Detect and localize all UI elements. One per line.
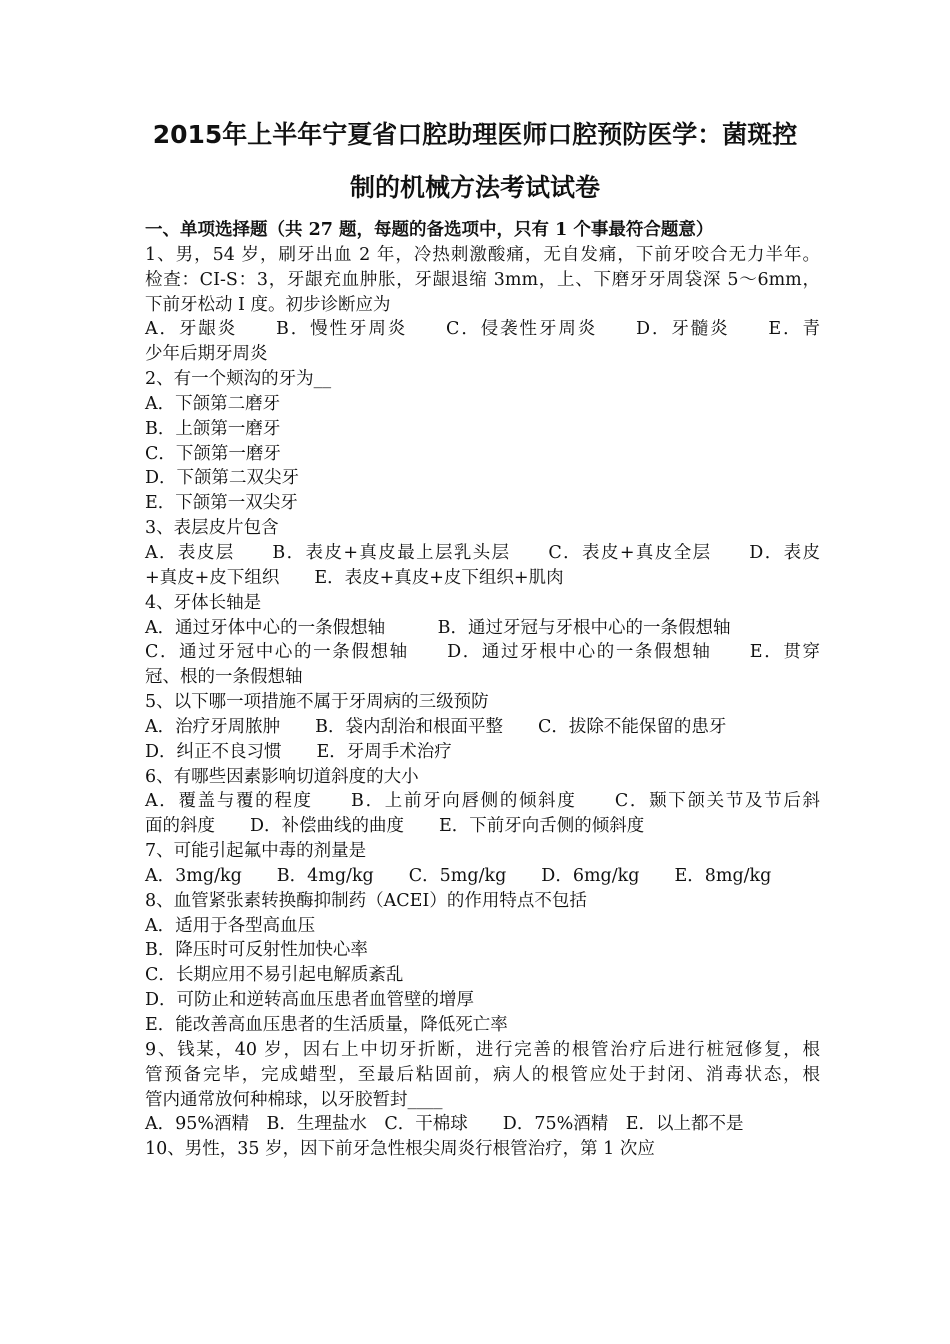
answer-option: C．下颌第一磨牙 xyxy=(145,443,281,464)
question-text: 管预备完毕，完成蜡型，至最后粘固前，病人的根管应处于封闭、消毒状态，根 xyxy=(145,1064,820,1085)
answer-options: 面的斜度 D．补偿曲线的曲度 E．下前牙向舌侧的倾斜度 xyxy=(145,816,645,837)
question-text: 管内通常放何种棉球，以牙胶暂封____ xyxy=(145,1089,443,1110)
answer-option: D．下颌第二双尖牙 xyxy=(145,468,300,489)
answer-options: A．通过牙体中心的一条假想轴 B．通过牙冠与牙根中心的一条假想轴 xyxy=(145,617,731,638)
answer-option: C．长期应用不易引起电解质紊乱 xyxy=(145,965,404,986)
answer-option: E．下颌第一双尖牙 xyxy=(145,493,298,514)
answer-options: A．牙龈炎 B．慢性牙周炎 C．侵袭性牙周炎 D．牙髓炎 E．青 xyxy=(145,319,820,340)
question-text: 1、男，54 岁，刷牙出血 2 年，冷热刺激酸痛，无自发痛，下前牙咬合无力半年。 xyxy=(145,244,820,265)
document-body xyxy=(145,218,820,1162)
document-title-line-2: 制的机械方法考试试卷 xyxy=(349,173,600,202)
answer-options: +真皮+皮下组织 E．表皮+真皮+皮下组织+肌肉 xyxy=(145,567,564,588)
question-text: 8、血管紧张素转换酶抑制药（ACEI）的作用特点不包括 xyxy=(145,890,587,911)
answer-options: C．通过牙冠中心的一条假想轴 D．通过牙根中心的一条假想轴 E．贯穿 xyxy=(145,642,820,663)
answer-options: A．表皮层 B．表皮+真皮最上层乳头层 C．表皮+真皮全层 D．表皮 xyxy=(145,542,820,563)
answer-option: A．下颌第二磨牙 xyxy=(145,393,281,414)
question-text: 2、有一个颊沟的牙为__ xyxy=(145,369,332,390)
answer-option: B．降压时可反射性加快心率 xyxy=(145,940,368,961)
answer-options: 冠、根的一条假想轴 xyxy=(145,667,303,688)
question-text: 7、可能引起氟中毒的剂量是 xyxy=(145,841,367,862)
question-text: 6、有哪些因素影响切道斜度的大小 xyxy=(145,766,419,787)
answer-options: A．95%酒精 B．生理盐水 C．干棉球 D．75%酒精 E．以上都不是 xyxy=(145,1114,744,1135)
answer-option: E．能改善高血压患者的生活质量，降低死亡率 xyxy=(145,1015,508,1035)
answer-option: B．上颌第一磨牙 xyxy=(145,418,281,439)
answer-options: A．治疗牙周脓肿 B．袋内刮治和根面平整 C．拔除不能保留的患牙 xyxy=(145,716,727,737)
answer-options: 少年后期牙周炎 xyxy=(145,344,268,365)
answer-options: A．3mg/kg B．4mg/kg C．5mg/kg D．6mg/kg E．8mg/kg xyxy=(145,865,772,886)
question-text: 下前牙松动 I 度。初步诊断应为 xyxy=(145,294,391,315)
answer-options: A．覆盖与覆的程度 B．上前牙向唇侧的倾斜度 C．颞下颌关节及节后斜 xyxy=(145,791,820,812)
question-text: 3、表层皮片包含 xyxy=(145,518,279,539)
answer-option: D．可防止和逆转高血压患者血管壁的增厚 xyxy=(145,990,475,1011)
question-text: 5、以下哪一项措施不属于牙周病的三级预防 xyxy=(145,692,489,713)
question-text: 10、男性，35 岁，因下前牙急性根尖周炎行根管治疗，第 1 次应 xyxy=(145,1139,655,1160)
answer-option: A．适用于各型高血压 xyxy=(145,915,316,936)
question-text: 9、钱某，40 岁，因右上中切牙折断，进行完善的根管治疗后进行桩冠修复，根 xyxy=(145,1039,820,1060)
answer-options: D．纠正不良习惯 E．牙周手术治疗 xyxy=(145,741,452,762)
question-text: 4、牙体长轴是 xyxy=(145,592,262,613)
section-heading: 一、单项选择题（共 27 题，每题的备选项中，只有 1 个事最符合题意） xyxy=(145,220,714,240)
question-text: 检查：CI-S：3，牙龈充血肿胀，牙龈退缩 3mm，上、下磨牙牙周袋深 5～6mm， xyxy=(145,269,820,290)
document-title-line-1: 2015年上半年宁夏省口腔助理医师口腔预防医学：菌斑控 xyxy=(152,120,798,149)
